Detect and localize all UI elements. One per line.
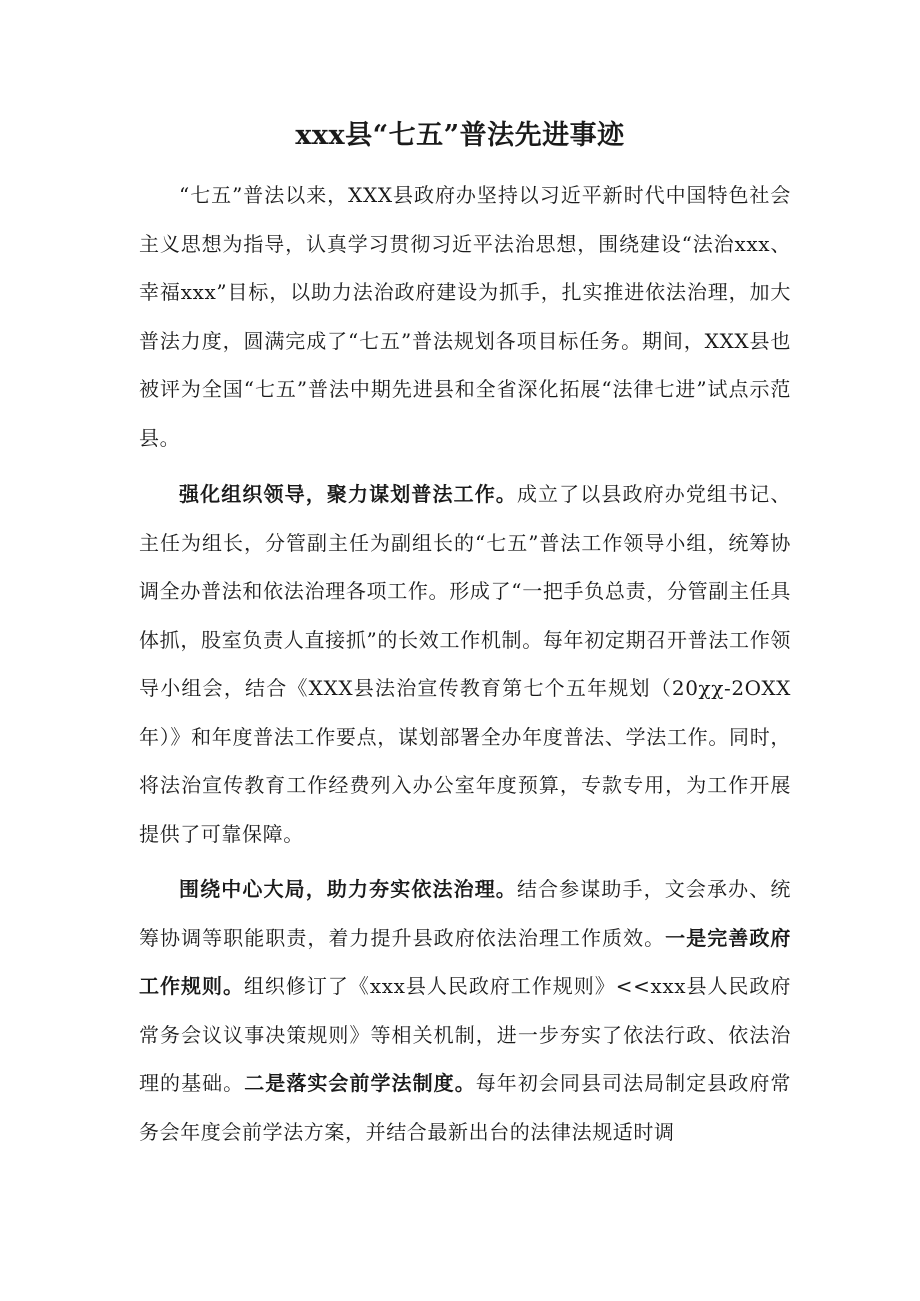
paragraph-organization xyxy=(139,470,791,858)
subpoint-heading-2: 二是落实会前学法制度。 xyxy=(244,1071,476,1095)
paragraph-text: “七五”普法以来，XXX县政府办坚持以习近平新时代中国特色社会主义思想为指导，认真学习贯彻习近平法治思想，围绕建设“法治xxx、幸福xxx”目标，以助力法治政府建设为抓手，扎实推进依法治理，加大普法力度，圆满完成了“七五”普法规划各项目标任务。期间，XXX县也被评为全国“七五”普法中期先进县和全省深化拓展“法律七进”试点示范县。 xyxy=(139,183,791,450)
paragraph-intro xyxy=(139,171,791,462)
subpoint-text-1: 组织修订了《xxx县人民政府工作规则》<<xxx县人民政府常务会议议事决策规则》等相关机制，进一步夯实了依法行政、依法治理的基础。 xyxy=(139,974,792,1095)
subpoint-text-2: 每年初会同县司法局制定县政府常务会年度会前学法方案，并结合最新出台的法律法规适时调 xyxy=(139,1071,791,1144)
paragraph-heading: 围绕中心大局，助力夯实依法治理。 xyxy=(179,877,517,901)
paragraph-heading: 强化组织领导，聚力谋划普法工作。 xyxy=(179,482,517,506)
paragraph-text: 结合参谋助手，文会承办、统筹协调等职能职责，着力提升县政府依法治理工作质效。 xyxy=(139,877,791,950)
document-title: xxx县“七五”普法先进事迹 xyxy=(295,120,625,151)
paragraph-text: 成立了以县政府办党组书记、主任为组长，分管副主任为副组长的“七五”普法工作领导小组，统筹协调全办普法和依法治理各项工作。形成了“一把手负总责，分管副主任具体抓，股室负责人直接抓”的长效工作机制。每年初定期召开普法工作领导小组会，结合《XXX县法治宣传教育第七个五年规划（20χχ-2OXX年）》和年度普法工作要点，谋划部署全办年度普法、学法工作。同时，将法治宣传教育工作经费列入办公室年度预算，专款专用，为工作开展提供了可靠保障。 xyxy=(139,482,791,846)
paragraph-governance xyxy=(139,865,791,1156)
subpoint-heading-1: 一是完善政府工作规则。 xyxy=(139,925,792,998)
